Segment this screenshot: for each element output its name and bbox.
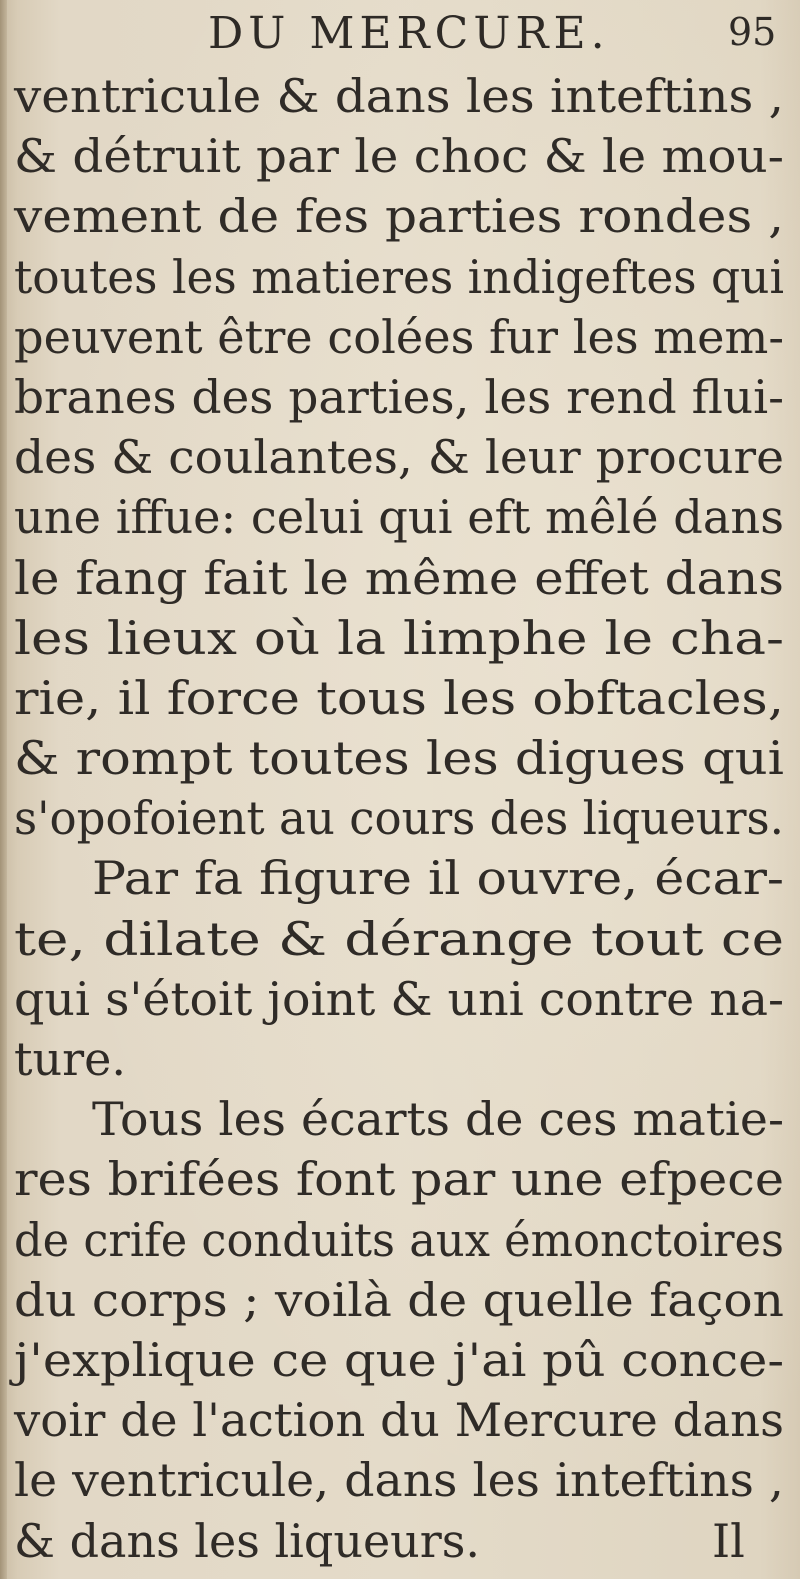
text-line-content: du corps ; voilà de quelle façon xyxy=(14,1272,785,1327)
text-line-content: qui s'étoit joint & uni contre na- xyxy=(14,971,785,1026)
running-head-title: DU MERCURE. xyxy=(208,8,610,59)
text-line-content: une iffue: celui qui eft mêlé dans xyxy=(14,490,784,545)
text-line xyxy=(0,487,800,547)
text-line xyxy=(0,367,800,427)
text-line-content: te, dilate & dérange tout ce xyxy=(14,911,785,966)
text-line-content: toutes les matieres indigeftes qui xyxy=(14,249,785,304)
text-line-content: de crife conduits aux émonctoires xyxy=(14,1212,785,1267)
catchword: Il xyxy=(712,1513,745,1568)
text-line xyxy=(0,969,800,1029)
text-line-content: s'opofoient au cours des liqueurs. xyxy=(14,791,784,846)
text-line-content: j'explique ce que j'ai pû conce- xyxy=(14,1332,785,1387)
body-text xyxy=(0,66,800,1571)
text-line-content: Tous les écarts de ces matie- xyxy=(92,1092,784,1147)
text-line xyxy=(0,1149,800,1209)
text-line xyxy=(0,1450,800,1510)
text-line xyxy=(0,126,800,186)
running-head xyxy=(0,8,800,68)
text-line xyxy=(0,66,800,126)
text-line xyxy=(0,1330,800,1390)
page-number: 95 xyxy=(728,10,777,54)
text-line xyxy=(0,548,800,608)
text-line xyxy=(0,186,800,246)
text-line xyxy=(0,1210,800,1270)
text-line-content: branes des parties, les rend flui- xyxy=(14,369,785,424)
text-line xyxy=(0,608,800,668)
text-line xyxy=(0,307,800,367)
text-line xyxy=(0,1511,800,1571)
text-line-content: Par fa figure il ouvre, écar- xyxy=(92,851,785,906)
text-line xyxy=(0,1029,800,1089)
text-line-content: voir de l'action du Mercure dans xyxy=(14,1393,785,1448)
text-line xyxy=(0,728,800,788)
text-line-content: res brifées font par une efpece xyxy=(14,1152,785,1207)
text-line-content: peuvent être colées fur les mem- xyxy=(14,309,784,364)
text-line xyxy=(0,668,800,728)
text-line xyxy=(0,909,800,969)
text-line-content: le fang fait le même effet dans xyxy=(14,550,784,605)
text-line xyxy=(0,848,800,908)
text-line xyxy=(0,1270,800,1330)
text-line xyxy=(0,427,800,487)
text-line-content: ture. xyxy=(14,1032,126,1086)
text-line-content: ventricule & dans les inteftins , xyxy=(14,69,784,123)
text-line xyxy=(0,1390,800,1450)
text-line-content: vement de fes parties rondes , xyxy=(14,189,785,244)
text-line-content: rie, il force tous les obftacles, xyxy=(14,670,784,725)
text-line-content: & détruit par le choc & le mou- xyxy=(14,129,784,184)
text-line-content: & rompt toutes les digues qui xyxy=(14,731,784,786)
text-line-content: des & coulantes, & leur procure xyxy=(14,430,784,485)
text-line-content: les lieux où la limphe le cha- xyxy=(14,610,784,665)
text-line xyxy=(0,1089,800,1149)
text-line xyxy=(0,247,800,307)
text-line-content: & dans les liqueurs. xyxy=(14,1513,481,1568)
text-line-content: le ventricule, dans les inteftins , xyxy=(14,1453,784,1508)
text-line xyxy=(0,788,800,848)
